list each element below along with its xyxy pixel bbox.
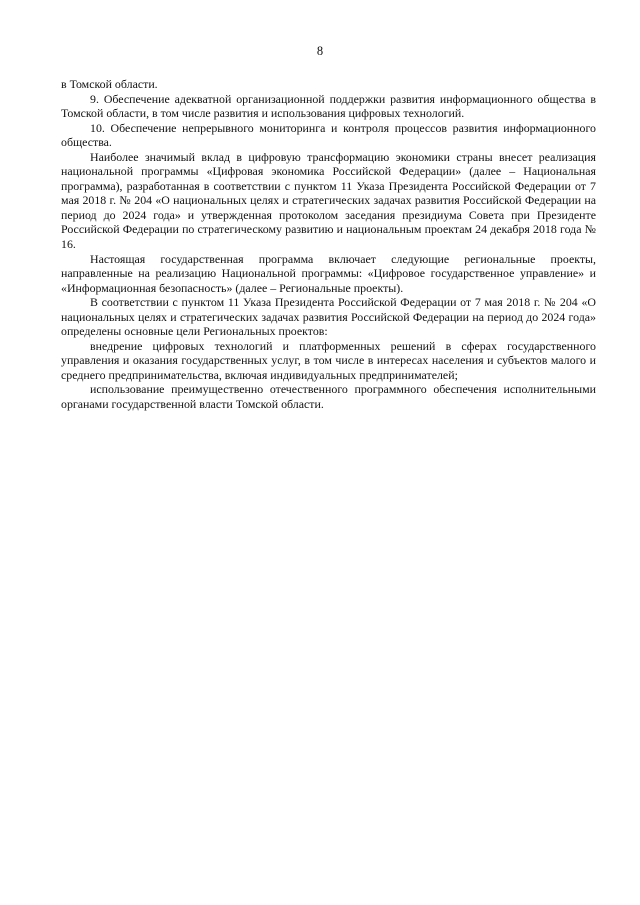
page-number: 8 [316, 44, 324, 58]
paragraph-regional-projects: Настоящая государственная программа включает следующие региональные проекты, направленные на реализацию Национальной программы: «Цифровое государственное управление» и «Информационная безопасность» (далее – Региональные проекты). [61, 251, 596, 295]
paragraph-goal-domestic-software: использование преимущественно отечественного программного обеспечения исполнительными органами государственной власти Томской области. [61, 382, 596, 412]
document-body [61, 77, 596, 412]
paragraph-item-9: 9. Обеспечение адекватной организационной поддержки развития информационного общества в Томской области, в том числе развития и использования цифровых технологий. [61, 91, 596, 121]
paragraph-continuation: в Томской области. [61, 77, 158, 91]
paragraph-national-program: Наиболее значимый вклад в цифровую трансформацию экономики страны внесет реализация национальной программы «Цифровая экономика Российской Федерации» (далее – Национальная программа), разработанная в соответствии с пунктом 11 Указа Президента Российской Федерации от 7 мая 2018 г. № 204 «О национальных целях и стратегических задачах развития Российской Федерации на период до 2024 года» и утвержденная протоколом заседания президиума Совета при Президенте Российской Федерации по стратегическому развитию и национальным проектам 24 декабря 2018 года № 16. [61, 149, 596, 252]
paragraph-item-10: 10. Обеспечение непрерывного мониторинга и контроля процессов развития информационного общества. [61, 120, 596, 150]
paragraph-goals-intro: В соответствии с пунктом 11 Указа Президента Российской Федерации от 7 мая 2018 г. № 204 «О национальных целях и стратегических задачах развития Российской Федерации на период до 2024 года» определены основные цели Региональных проектов: [61, 295, 596, 339]
paragraph-goal-digital-technologies: внедрение цифровых технологий и платформенных решений в сферах государственного управления и оказания государственных услуг, в том числе в интересах населения и субъектов малого и среднего предпринимательства, включая индивидуальных предпринимателей; [61, 338, 596, 382]
